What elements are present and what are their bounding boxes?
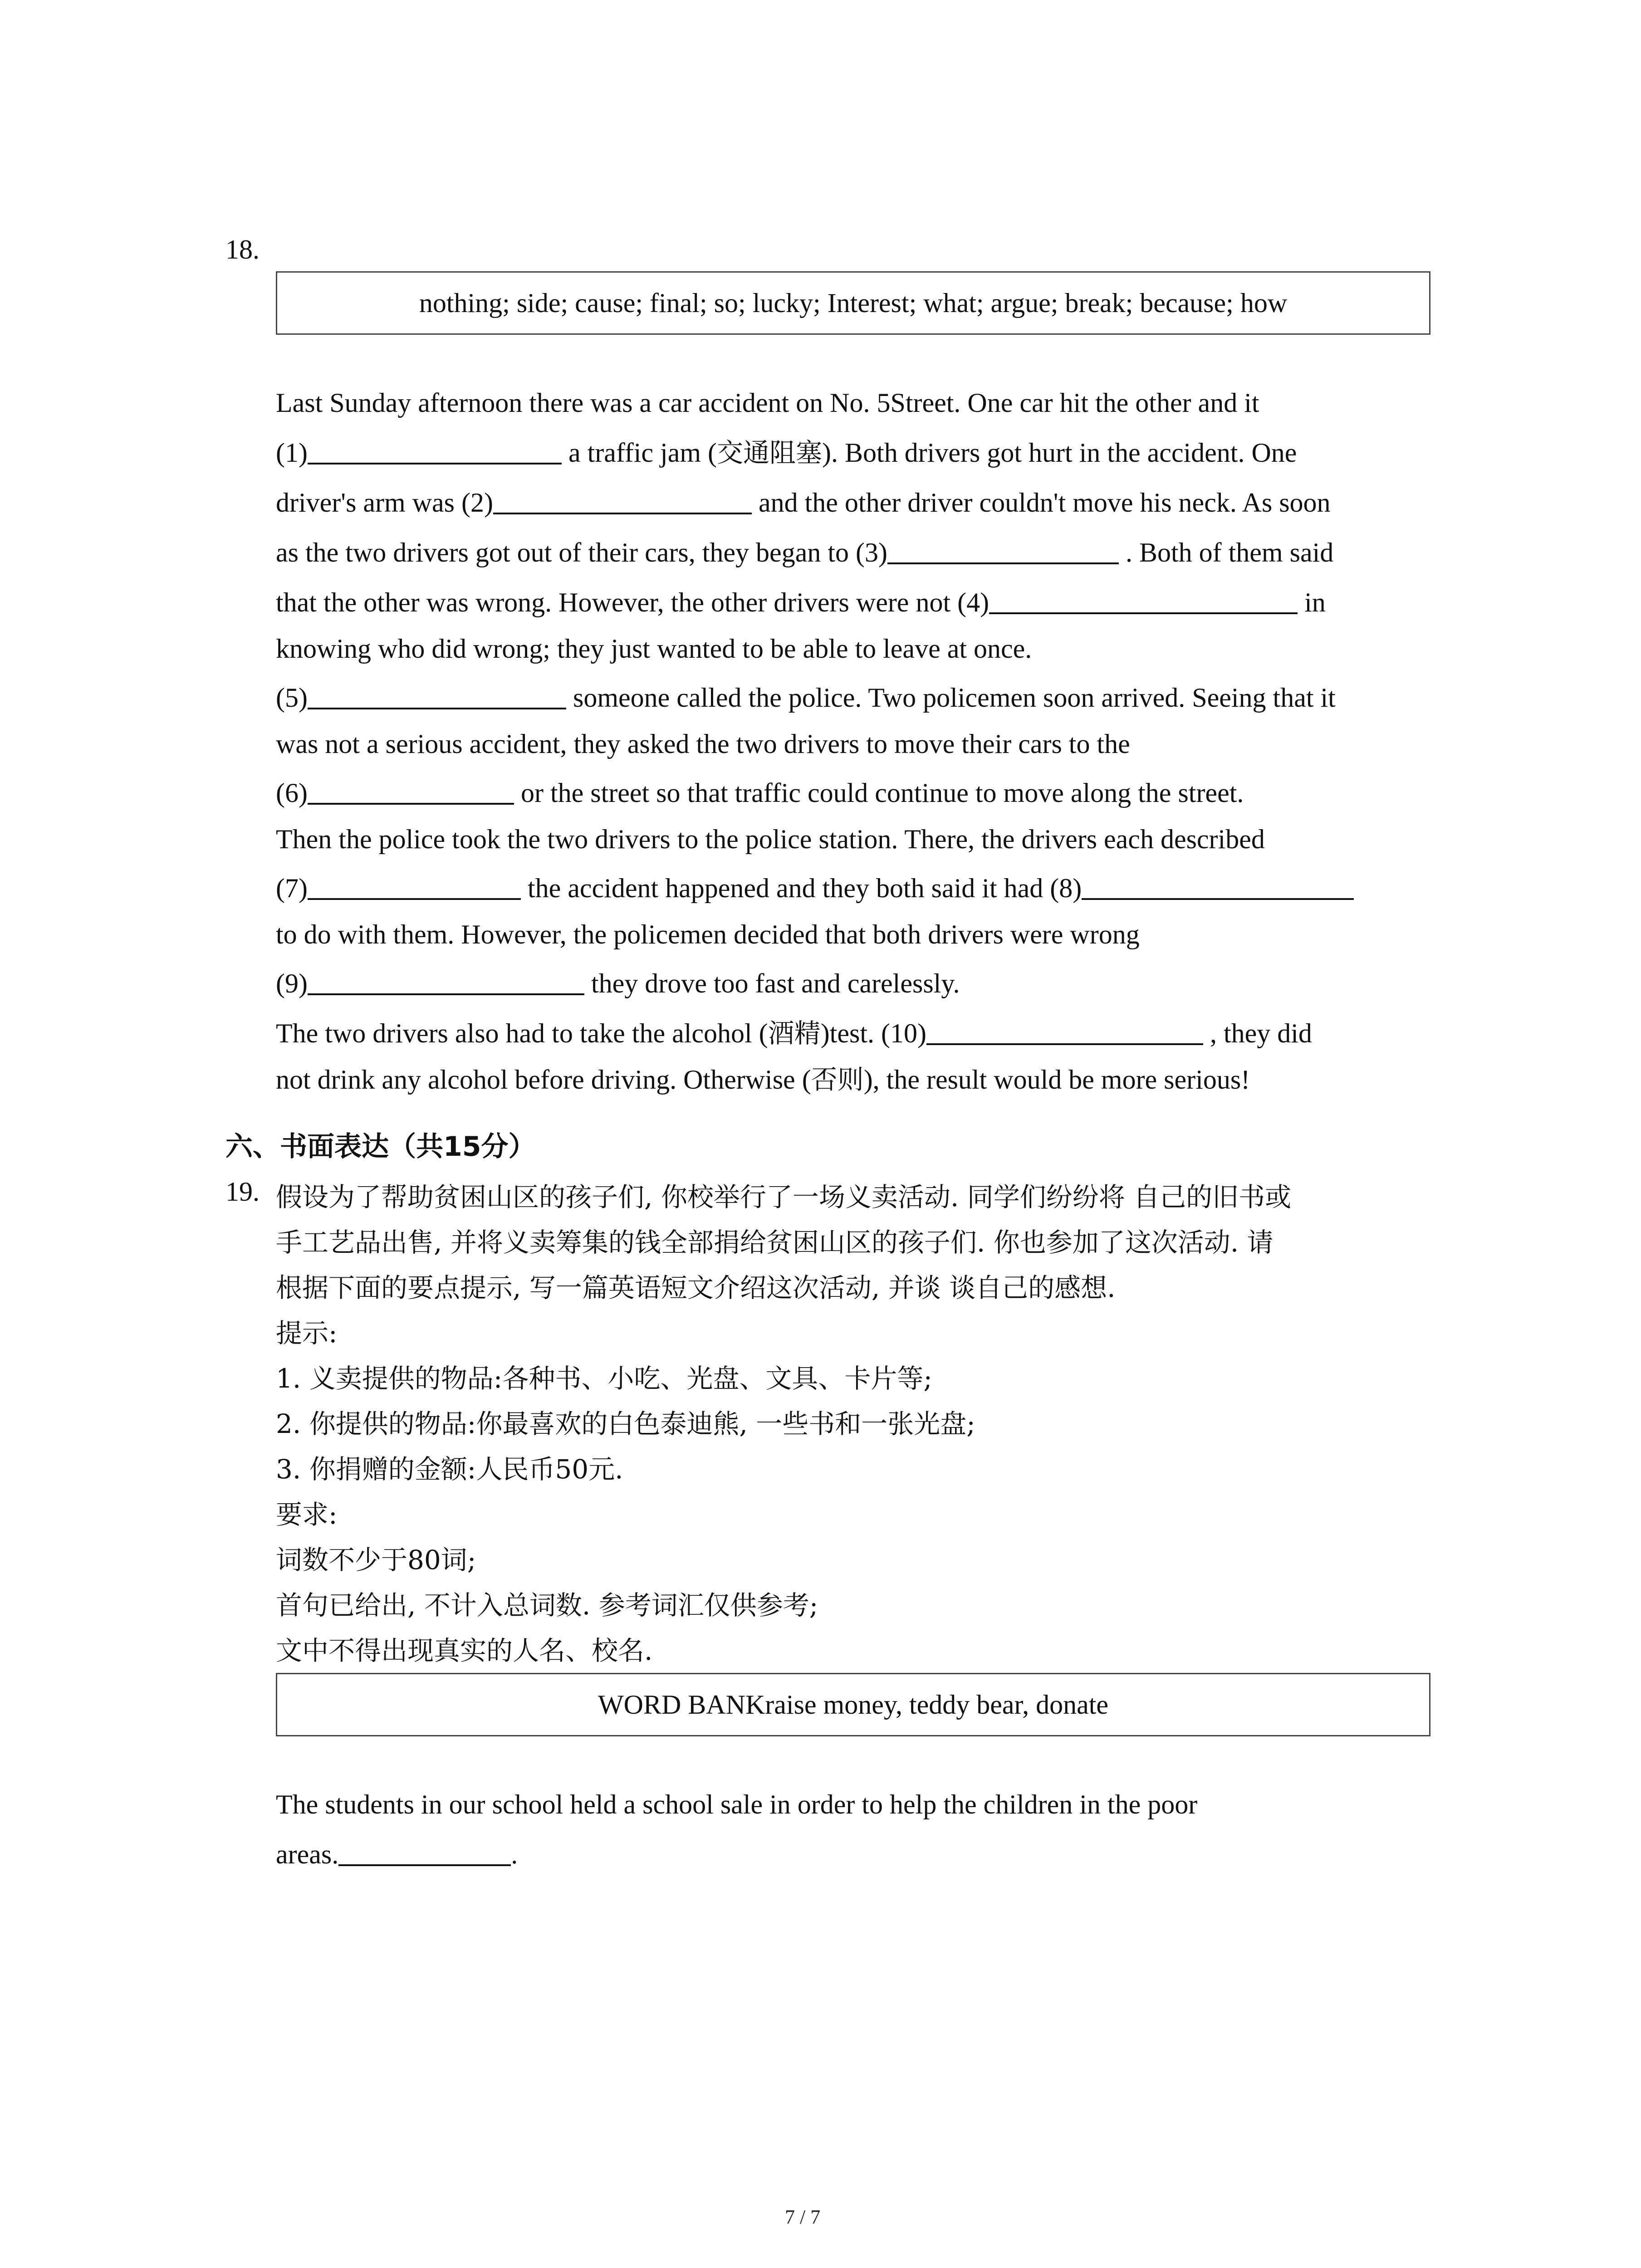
section-heading: 六、书面表达（共15分） — [225, 1131, 536, 1163]
answer-blank-4[interactable] — [989, 612, 1298, 614]
question-number-18: 18. — [225, 235, 260, 264]
passage-line: to do with them. However, the policemen decided that both drivers were wrong — [276, 919, 1140, 949]
passage-line: The two drivers also had to take the alcohol (酒精)test. (10) , they did — [276, 1018, 1312, 1049]
answer-blank-3[interactable] — [887, 562, 1119, 564]
answer-blank-6[interactable] — [308, 803, 514, 805]
prompt-line: 手工艺品出售, 并将义卖筹集的钱全部捐给贫困山区的孩子们. 你也参加了这次活动. 请 — [276, 1227, 1274, 1258]
passage-line: not drink any alcohol before driving. Otherwise (否则), the result would be more serious! — [276, 1064, 1250, 1095]
passage-line: Last Sunday afternoon there was a car accident on No. 5Street. One car hit the other and it — [276, 388, 1259, 418]
word-box-18 — [276, 271, 1430, 335]
prompt-line: 2. 你提供的物品:你最喜欢的白色泰迪熊, 一些书和一张光盘; — [276, 1408, 975, 1439]
passage-line: knowing who did wrong; they just wanted to be able to leave at once. — [276, 634, 1032, 664]
word-box-18-text: nothing; side; cause; final; so; lucky; Interest; what; argue; break; because; how — [419, 288, 1288, 318]
prompt-line: 词数不少于80词; — [276, 1545, 476, 1575]
prompt-line: 3. 你捐赠的金额:人民币50元. — [276, 1454, 623, 1485]
essay-start-line: areas. . — [276, 1839, 518, 1869]
passage-line: was not a serious accident, they asked the two drivers to move their cars to the — [276, 729, 1130, 759]
essay-start-line: The students in our school held a school sale in order to help the children in the poor — [276, 1789, 1198, 1819]
question-number-19: 19. — [225, 1177, 260, 1207]
answer-blank-7[interactable] — [308, 898, 521, 900]
answer-blank-2[interactable] — [493, 513, 752, 514]
essay-answer-blank[interactable] — [338, 1864, 511, 1866]
passage-line: (9) they drove too fast and carelessly. — [276, 968, 960, 998]
prompt-line: 首句已给出, 不计入总词数. 参考词汇仅供参考; — [276, 1590, 818, 1621]
word-bank-box — [276, 1673, 1430, 1736]
passage-line: driver's arm was (2) and the other driver couldn't move his neck. As soon — [276, 488, 1331, 518]
prompt-line: 1. 义卖提供的物品:各种书、小吃、光盘、文具、卡片等; — [276, 1363, 932, 1394]
prompt-line: 提示: — [276, 1318, 338, 1349]
passage-line: as the two drivers got out of their cars, they began to (3) . Both of them said — [276, 538, 1334, 567]
passage-line: Then the police took the two drivers to the police station. There, the drivers each described — [276, 824, 1265, 854]
prompt-line: 根据下面的要点提示, 写一篇英语短文介绍这次活动, 并谈 谈自己的感想. — [276, 1272, 1116, 1303]
passage-line: (1) a traffic jam (交通阻塞). Both drivers got hurt in the accident. One — [276, 437, 1297, 468]
prompt-line: 文中不得出现真实的人名、校名. — [276, 1635, 653, 1666]
answer-blank-9[interactable] — [308, 993, 584, 995]
page-number: 7 / 7 — [785, 2206, 821, 2228]
word-bank-text: WORD BANKraise money, teddy bear, donate — [598, 1689, 1109, 1720]
passage-line: (7) the accident happened and they both said it had (8) — [276, 875, 1354, 902]
prompt-line: 假设为了帮助贫困山区的孩子们, 你校举行了一场义卖活动. 同学们纷纷将 自己的旧书或 — [276, 1182, 1292, 1212]
answer-blank-10[interactable] — [926, 1043, 1203, 1045]
answer-blank-8[interactable] — [1082, 898, 1354, 900]
prompt-line: 要求: — [276, 1499, 338, 1530]
answer-blank-1[interactable] — [308, 463, 562, 464]
passage-line: (6) or the street so that traffic could continue to move along the street. — [276, 778, 1244, 808]
passage-line: (5) someone called the police. Two policemen soon arrived. Seeing that it — [276, 683, 1336, 713]
answer-blank-5[interactable] — [308, 708, 566, 709]
passage-line: that the other was wrong. However, the other drivers were not (4) in — [276, 587, 1326, 617]
